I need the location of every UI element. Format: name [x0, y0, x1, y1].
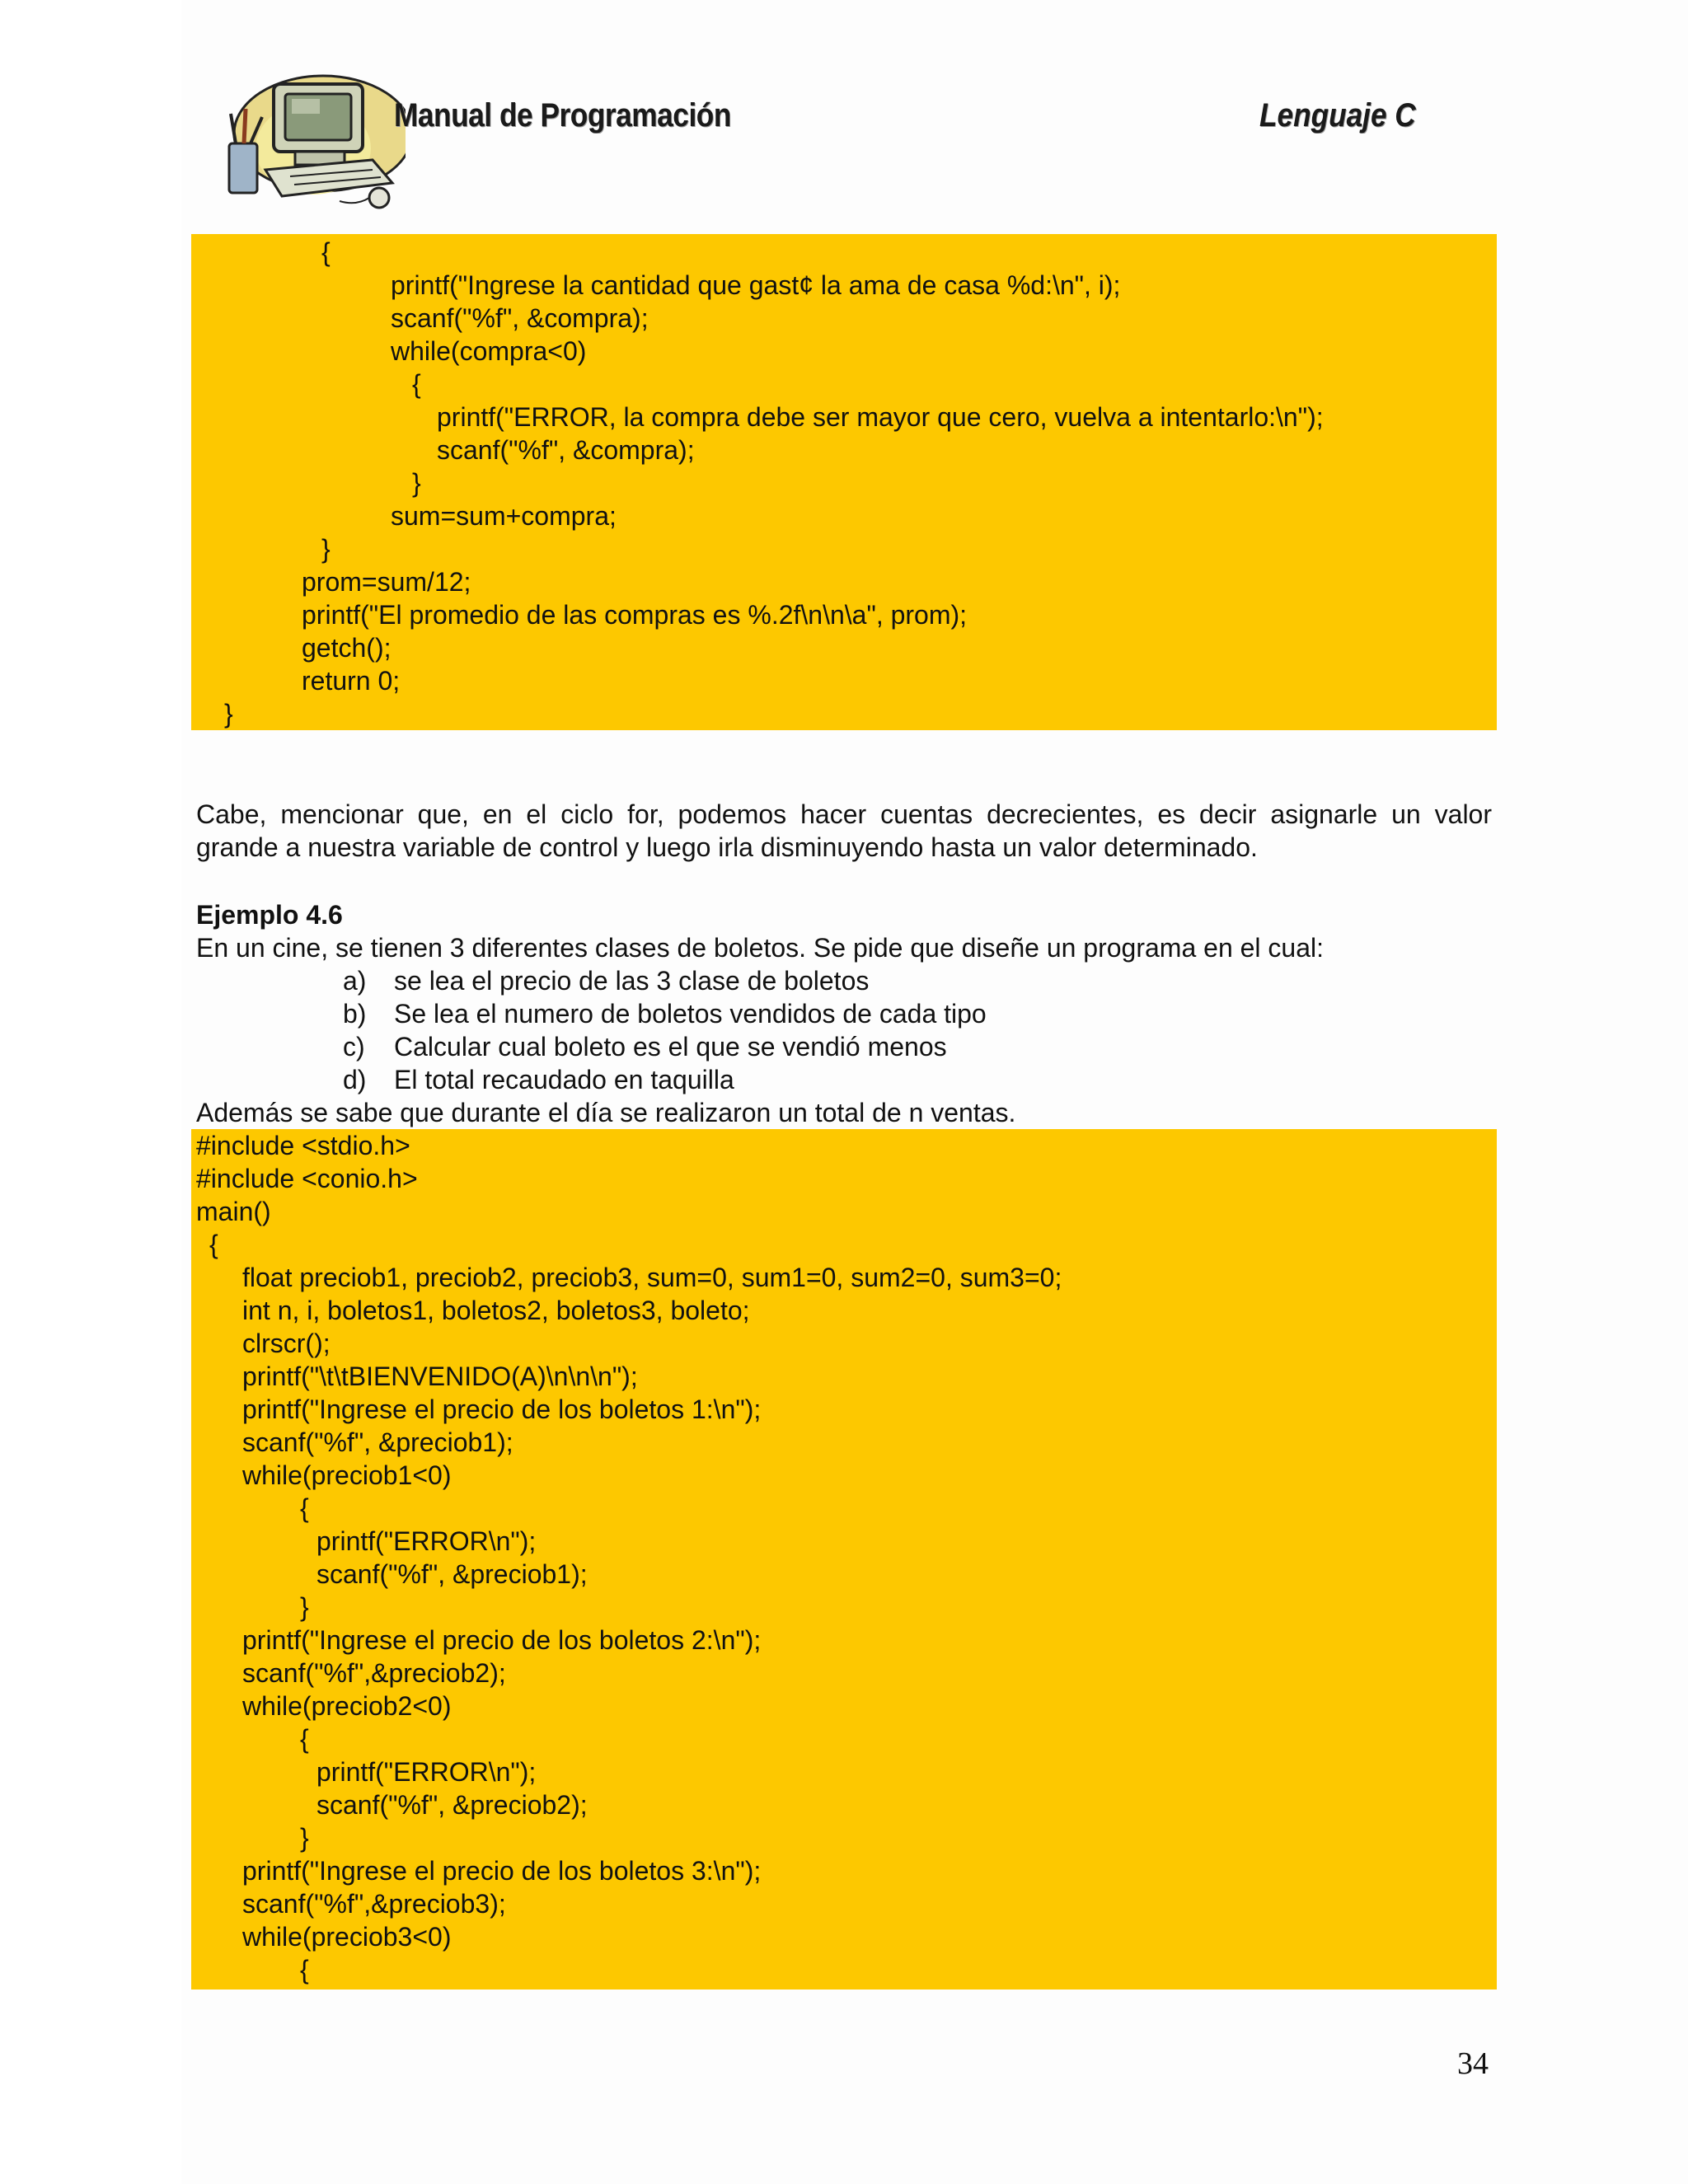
code-line: int n, i, boletos1, boletos2, boletos3, boleto; — [242, 1296, 750, 1325]
code-line: scanf("%f",&preciob3); — [242, 1889, 506, 1919]
code-line: { — [321, 237, 331, 267]
list-marker: a) — [343, 966, 367, 996]
list-text: Se lea el numero de boletos vendidos de cada tipo — [394, 999, 987, 1029]
code-line: printf("Ingrese el precio de los boletos 3:\n"); — [242, 1856, 762, 1886]
code-block-top — [191, 234, 1497, 730]
code-line: } — [300, 1823, 309, 1853]
code-line: } — [412, 468, 421, 498]
code-line: } — [224, 699, 233, 729]
code-line: { — [300, 1724, 309, 1754]
list-marker: d) — [343, 1065, 367, 1094]
code-line: printf("ERROR\n"); — [316, 1757, 537, 1787]
code-line: { — [300, 1955, 309, 1985]
paragraph-line: grande a nuestra variable de control y luego irla disminuyendo hasta un valor determinado. — [196, 832, 1258, 862]
code-line: float preciob1, preciob2, preciob3, sum=0, sum1=0, sum2=0, sum3=0; — [242, 1263, 1062, 1292]
code-line: scanf("%f", &preciob1); — [242, 1427, 513, 1457]
list-text: El total recaudado en taquilla — [394, 1065, 734, 1094]
code-line: printf("ERROR, la compra debe ser mayor que cero, vuelva a intentarlo:\n"); — [437, 402, 1324, 432]
list-marker: b) — [343, 999, 367, 1029]
page-margin — [0, 0, 181, 2184]
code-line: return 0; — [302, 666, 401, 696]
code-block-bottom — [191, 1129, 1497, 1990]
paragraph-line: Cabe, mencionar que, en el ciclo for, podemos hacer cuentas decrecientes, es decir asignarle un valor — [196, 799, 1492, 829]
code-line: } — [321, 534, 331, 564]
code-line: #include <stdio.h> — [196, 1131, 410, 1160]
code-line: scanf("%f", &preciob2); — [316, 1790, 588, 1820]
list-marker: c) — [343, 1032, 365, 1062]
example-intro: En un cine, se tienen 3 diferentes clases de boletos. Se pide que diseñe un programa en el cual: — [196, 933, 1325, 963]
code-line: scanf("%f", &compra); — [437, 435, 695, 465]
code-line: printf("Ingrese la cantidad que gast¢ la ama de casa %d:\n", i); — [391, 270, 1121, 300]
page-number: 34 — [1457, 2046, 1489, 2081]
manual-title: Manual de Programación — [394, 97, 731, 134]
example-heading: Ejemplo 4.6 — [196, 900, 343, 930]
code-line: scanf("%f",&preciob2); — [242, 1658, 506, 1688]
code-line: printf("Ingrese el precio de los boletos 1:\n"); — [242, 1394, 762, 1424]
code-line: { — [300, 1493, 309, 1523]
code-line: printf("Ingrese el precio de los boletos 2:\n"); — [242, 1625, 762, 1655]
example-note: Además se sabe que durante el día se realizaron un total de n ventas. — [196, 1098, 1016, 1127]
code-line: sum=sum+compra; — [391, 501, 617, 531]
code-line: while(compra<0) — [391, 336, 587, 366]
code-line: scanf("%f", &compra); — [391, 303, 649, 333]
code-line: { — [209, 1230, 218, 1259]
list-text: Calcular cual boleto es el que se vendió menos — [394, 1032, 947, 1062]
code-line: printf("\t\tBIENVENIDO(A)\n\n\n"); — [242, 1361, 638, 1391]
list-text: se lea el precio de las 3 clase de boletos — [394, 966, 870, 996]
computer-clipart-logo — [216, 68, 406, 216]
code-line: #include <conio.h> — [196, 1164, 418, 1193]
code-line: while(preciob2<0) — [242, 1691, 452, 1721]
code-line: main() — [196, 1197, 271, 1226]
code-line: printf("ERROR\n"); — [316, 1526, 537, 1556]
code-line: while(preciob3<0) — [242, 1922, 452, 1952]
code-line: scanf("%f", &preciob1); — [316, 1559, 588, 1589]
manual-subject: Lenguaje C — [1259, 97, 1416, 134]
code-line: getch(); — [302, 633, 392, 663]
code-line: clrscr(); — [242, 1329, 331, 1358]
code-line: printf("El promedio de las compras es %.2f\n\n\a", prom); — [302, 600, 968, 630]
code-line: while(preciob1<0) — [242, 1460, 452, 1490]
code-line: } — [300, 1592, 309, 1622]
code-line: prom=sum/12; — [302, 567, 471, 597]
code-line: { — [412, 369, 421, 399]
